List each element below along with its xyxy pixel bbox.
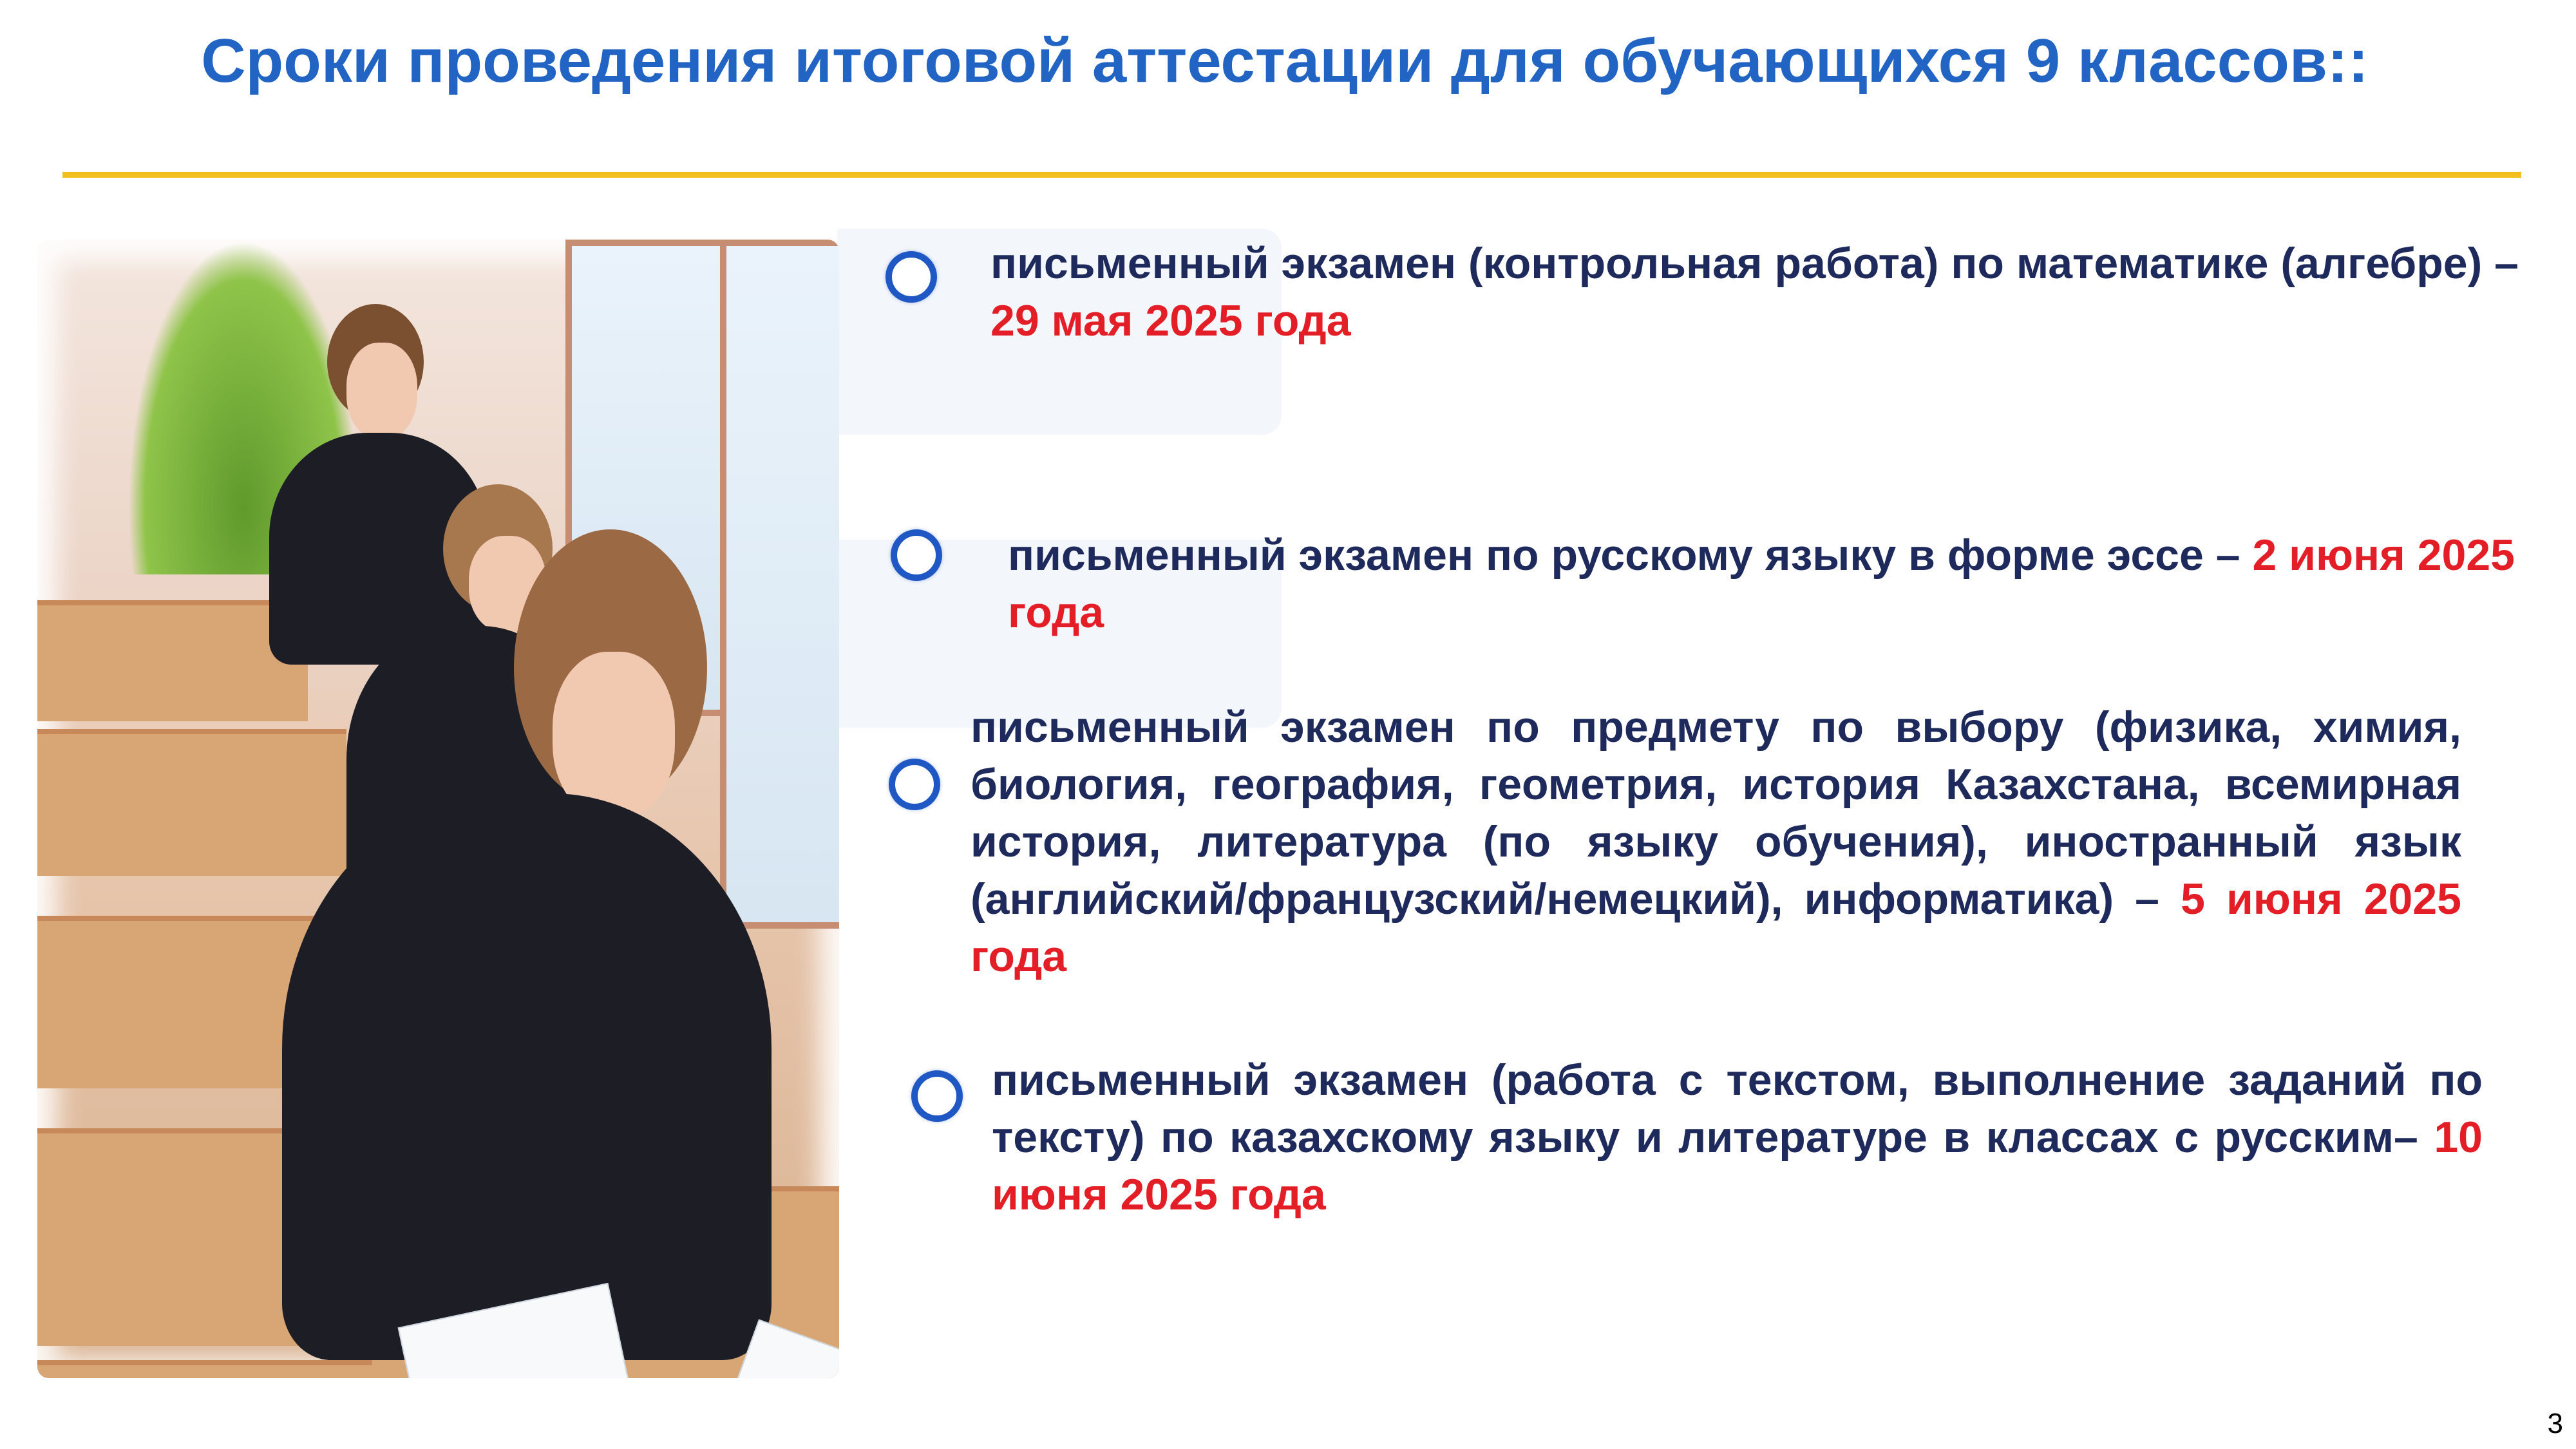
circle-bullet-icon <box>891 529 942 581</box>
exam-item-1-date: 29 мая 2025 года <box>990 296 1351 345</box>
student-jacket <box>282 793 772 1360</box>
classroom-window-2 <box>720 240 839 929</box>
exam-item-1 <box>990 235 2536 350</box>
student-face <box>346 343 417 439</box>
desk <box>37 729 346 876</box>
exam-item-3-text: письменный экзамен по предмету по выбору (физика, химия, биология, география, геометрия, история Казахстана, всемирная история, литература (по языку обучения), иностранный язык (английский/французский/немецкий), информатика) – <box>971 703 2461 923</box>
title-divider <box>62 172 2521 178</box>
exam-item-2 <box>1008 527 2515 641</box>
circle-bullet-icon <box>911 1070 963 1122</box>
circle-bullet-icon <box>889 759 940 810</box>
exam-item-4-text: письменный экзамен (работа с текстом, выполнение заданий по тексту) по казахскому языку и литературе в классах с русским– <box>992 1056 2483 1162</box>
page-title: Сроки проведения итоговой аттестации для обучающихся 9 классов:: <box>201 26 2369 95</box>
desk <box>37 600 308 721</box>
exam-item-4 <box>992 1052 2483 1224</box>
exam-item-4-date: 10 июня 2025 года <box>992 1113 2483 1219</box>
exam-item-1-text: письменный экзамен (контрольная работа) по математике (алгебре) – <box>990 239 2519 288</box>
exam-item-2-date: 2 июня 2025 года <box>1008 531 2515 637</box>
exam-item-3 <box>971 699 2461 985</box>
students-exam-photo <box>37 240 839 1378</box>
exam-item-3-date: 5 июня 2025 года <box>971 875 2461 981</box>
page-number: 3 <box>2547 1408 2563 1439</box>
circle-bullet-icon <box>886 251 937 303</box>
exam-item-2-text: письменный экзамен по русскому языку в форме эссе – <box>1008 531 2253 580</box>
